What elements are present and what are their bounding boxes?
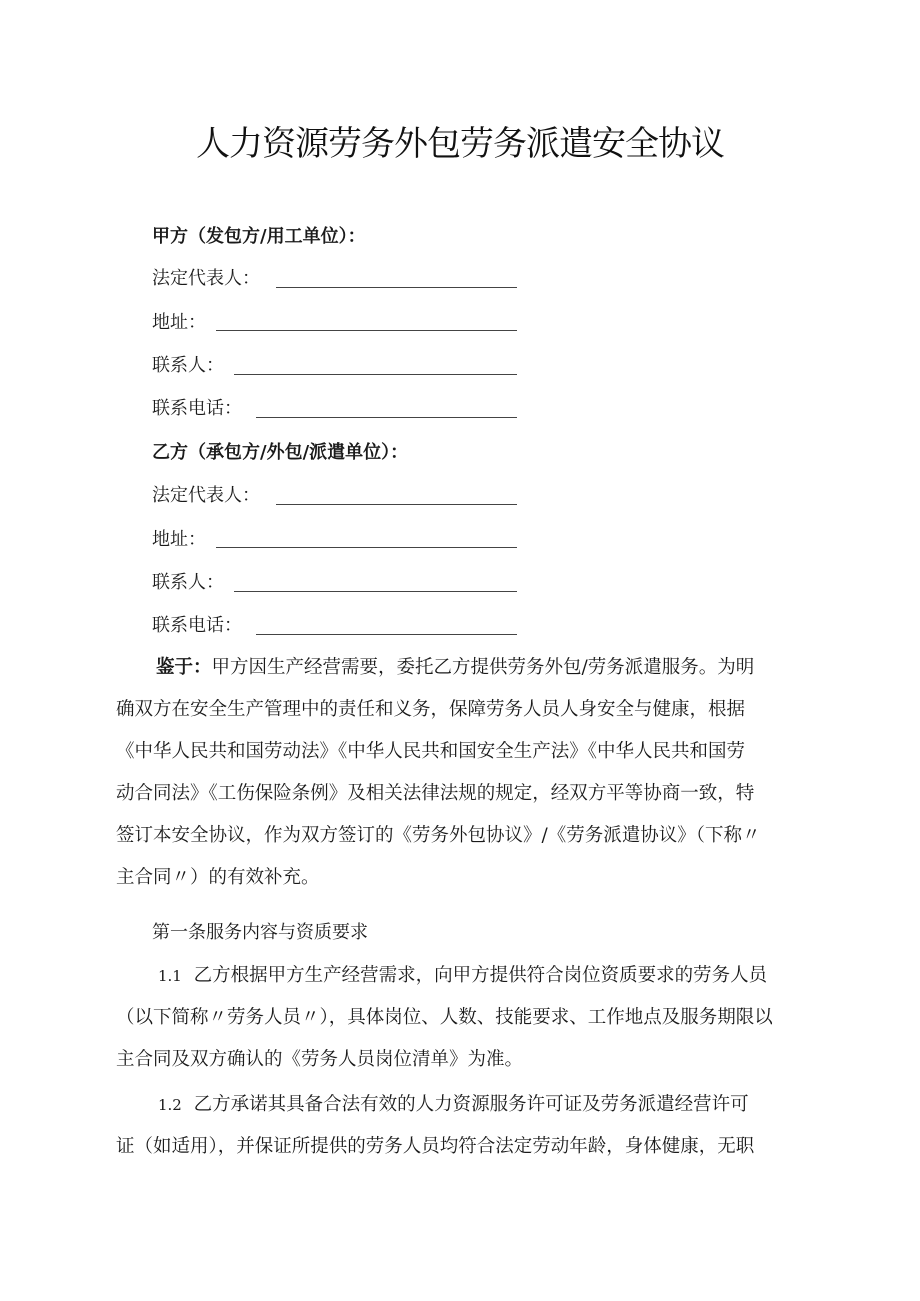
clause-number: 1.1 — [158, 967, 182, 985]
party-a-phone-label: 联系电话： — [152, 398, 242, 419]
preamble-line: 主合同〃）的有效补充。 — [116, 867, 320, 888]
preamble-line: 确双方在安全生产管理中的责任和义务，保障劳务人员人身安全与健康，根据 — [116, 699, 746, 720]
party-a-legal-rep-label: 法定代表人： — [152, 268, 260, 289]
party-b-heading: 乙方（承包方/外包/派遣单位）： — [152, 442, 409, 463]
preamble-text: 甲方因生产经营需要，委托乙方提供劳务外包/劳务派遣服务。为明 — [211, 657, 755, 678]
preamble-paragraph — [116, 647, 816, 899]
preamble-label: 鉴于： — [156, 657, 212, 678]
clause-line: 证（如适用），并保证所提供的劳务人员均符合法定劳动年龄，身体健康，无职 — [116, 1136, 755, 1157]
party-b-legal-rep-field[interactable] — [276, 504, 517, 505]
article-1-heading: 第一条服务内容与资质要求 — [152, 922, 368, 943]
clause-1-2 — [116, 1084, 816, 1168]
party-b-address-field[interactable] — [216, 547, 517, 548]
document-title: 人力资源劳务外包劳务派遣安全协议 — [196, 124, 724, 164]
preamble-line: 《中华人民共和国劳动法》《中华人民共和国安全生产法》《中华人民共和国劳 — [116, 741, 746, 762]
clause-text: 乙方根据甲方生产经营需求，向甲方提供符合岗位资质要求的劳务人员 — [193, 965, 768, 986]
party-a-heading: 甲方（发包方/用工单位）： — [152, 226, 366, 247]
party-b-phone-field[interactable] — [256, 634, 517, 635]
party-b-contact-label: 联系人： — [152, 572, 224, 593]
party-a-legal-rep-field[interactable] — [276, 287, 517, 288]
clause-line: 主合同及双方确认的《劳务人员岗位清单》为准。 — [116, 1049, 524, 1070]
clause-line — [116, 955, 816, 997]
clause-1-1 — [116, 955, 816, 1081]
clause-text: 乙方承诺其具备合法有效的人力资源服务许可证及劳务派遣经营许可 — [193, 1094, 749, 1115]
clause-line: （以下简称〃劳务人员〃），具体岗位、人数、技能要求、工作地点及服务期限以 — [116, 1007, 773, 1028]
preamble-line: 动合同法》《工伤保险条例》及相关法律法规的规定，经双方平等协商一致，特 — [116, 783, 755, 804]
party-a-address-field[interactable] — [216, 330, 517, 331]
party-a-phone-field[interactable] — [256, 417, 517, 418]
party-b-address-label: 地址： — [152, 529, 206, 550]
party-b-phone-label: 联系电话： — [152, 615, 242, 636]
party-a-contact-field[interactable] — [234, 374, 517, 375]
clause-number: 1.2 — [158, 1096, 182, 1114]
party-a-address-label: 地址： — [152, 312, 206, 333]
party-b-legal-rep-label: 法定代表人： — [152, 485, 260, 506]
preamble-line: 签订本安全协议，作为双方签订的《劳务外包协议》/《劳务派遣协议》（下称〃 — [116, 825, 761, 846]
party-a-contact-label: 联系人： — [152, 355, 224, 376]
clause-line — [116, 1084, 816, 1126]
preamble-line — [116, 647, 816, 689]
party-b-contact-field[interactable] — [234, 591, 517, 592]
